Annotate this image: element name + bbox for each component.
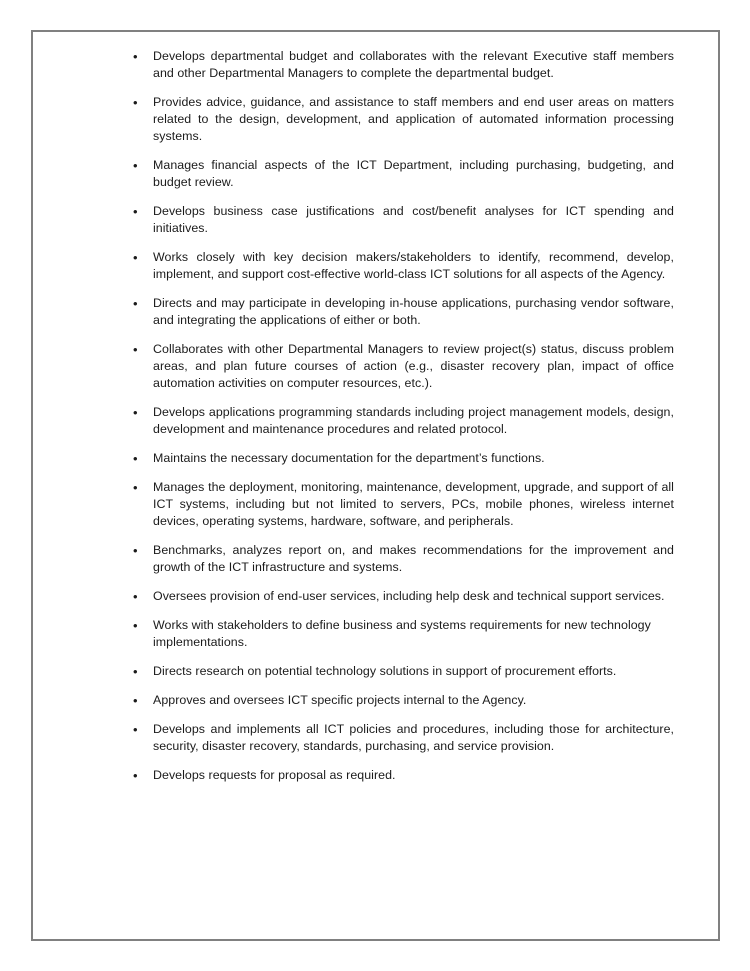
list-item-text: Develops applications programming standards including project management models, design, development and maintenance procedures and related protocol. [153,405,674,436]
list-item [55,692,696,709]
bullet-point-icon: • [133,451,138,466]
document-content-area [33,32,718,939]
list-item-text: Benchmarks, analyzes report on, and makes recommendations for the improvement and growth of the ICT infrastructure and systems. [153,543,674,574]
list-item [55,450,696,467]
list-item-text: Collaborates with other Departmental Managers to review project(s) status, discuss problem areas, and plan future courses of action (e.g., disaster recovery plan, impact of office automation activities on computer resources, etc.). [153,342,674,390]
list-item-text: Provides advice, guidance, and assistance to staff members and end user areas on matters related to the design, development, and application of automated information processing systems. [153,95,674,143]
bullet-point-icon: • [133,722,138,737]
bullet-point-icon: • [133,204,138,219]
list-item-text: Manages the deployment, monitoring, maintenance, development, upgrade, and support of all ICT systems, including but not limited to servers, PCs, mobile phones, wireless internet devices, operating systems, hardware, software, and peripherals. [153,480,674,528]
list-item [55,48,696,82]
list-item [55,295,696,329]
bullet-point-icon: • [133,405,138,420]
list-item-text: Develops business case justifications and cost/benefit analyses for ICT spending and initiatives. [153,204,674,235]
list-item [55,663,696,680]
list-item [55,341,696,392]
list-item-text: Develops and implements all ICT policies and procedures, including those for architecture, security, disaster recovery, standards, purchasing, and service provision. [153,722,674,753]
list-item [55,404,696,438]
list-item [55,157,696,191]
list-item-text: Develops requests for proposal as required. [153,768,396,782]
document-page-sheet [31,30,720,941]
list-item [55,721,696,755]
bullet-point-icon: • [133,543,138,558]
list-item-text: Manages financial aspects of the ICT Department, including purchasing, budgeting, and budget review. [153,158,674,189]
bullet-point-icon: • [133,342,138,357]
list-item-text: Develops departmental budget and collaborates with the relevant Executive staff members and other Departmental Managers to complete the departmental budget. [153,49,674,80]
list-item [55,203,696,237]
bullet-point-icon: • [133,618,138,633]
responsibilities-bullet-list [55,48,696,784]
list-item [55,94,696,145]
bullet-point-icon: • [133,296,138,311]
list-item [55,767,696,784]
list-item-text: Works with stakeholders to define business and systems requirements for new technology implementations. [153,618,651,649]
bullet-point-icon: • [133,589,138,604]
list-item-text: Approves and oversees ICT specific projects internal to the Agency. [153,693,527,707]
bullet-point-icon: • [133,768,138,783]
list-item [55,249,696,283]
bullet-point-icon: • [133,664,138,679]
bullet-point-icon: • [133,480,138,495]
list-item-text: Works closely with key decision makers/stakeholders to identify, recommend, develop, implement, and support cost-effective world-class ICT solutions for all aspects of the Agency. [153,250,674,281]
bullet-point-icon: • [133,158,138,173]
list-item [55,588,696,605]
bullet-point-icon: • [133,49,138,64]
list-item-text: Maintains the necessary documentation for the department’s functions. [153,451,545,465]
list-item [55,479,696,530]
list-item [55,617,696,651]
list-item-text: Directs research on potential technology solutions in support of procurement efforts. [153,664,617,678]
bullet-point-icon: • [133,693,138,708]
list-item [55,542,696,576]
bullet-point-icon: • [133,95,138,110]
list-item-text: Oversees provision of end-user services, including help desk and technical support services. [153,589,665,603]
bullet-point-icon: • [133,250,138,265]
list-item-text: Directs and may participate in developing in-house applications, purchasing vendor software, and integrating the applications of either or both. [153,296,674,327]
